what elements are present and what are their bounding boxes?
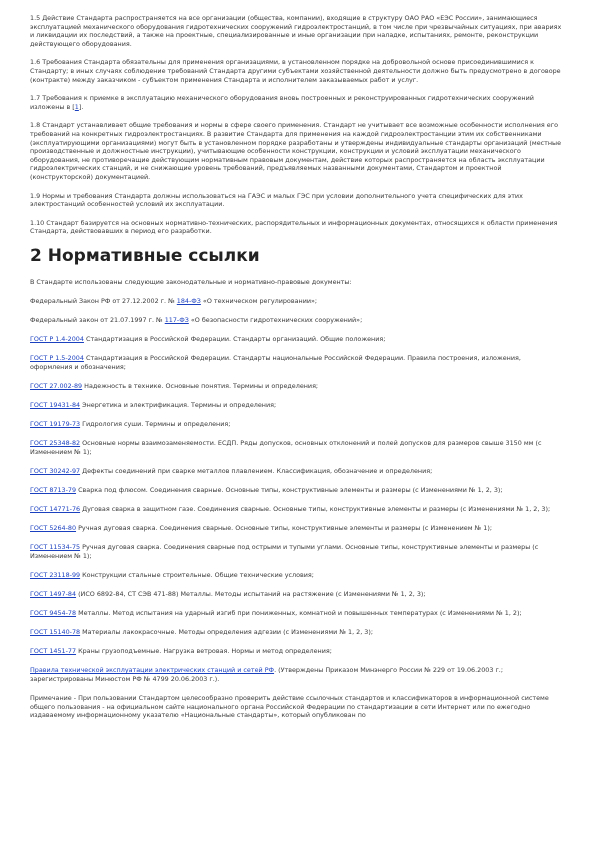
reference-link[interactable]: ГОСТ Р 1.5-2004 xyxy=(30,354,84,363)
reference-title: Надежность в технике. Основные понятия. Термины и определения; xyxy=(82,381,319,390)
reference-title: Металлы. Метод испытания на ударный изгиб при пониженных, комнатной и повышенных температурах (с Изменениями № 1, 2); xyxy=(76,609,522,618)
reference-title: «О техническом регулировании»; xyxy=(200,296,318,305)
reference-link[interactable]: ГОСТ 9454-78 xyxy=(30,609,77,618)
reference-item xyxy=(30,439,565,456)
reference-link[interactable]: ГОСТ 11534-75 xyxy=(30,543,81,552)
reference-link[interactable]: 184-ФЗ xyxy=(176,296,201,305)
reference-item xyxy=(30,571,565,580)
document-page xyxy=(30,14,565,730)
reference-item xyxy=(30,666,565,683)
paragraph-1-8: 1.8 Стандарт устанавливает общие требования и нормы в сфере своего применения. Стандарт не учитывает все возможные особенности исполнения его требований на конкретных гидроэлектростанциях. В развитие Стандарта для применения на каждой гидроэлектростанции этим их собственниками (эксплуатирующими организациями) могут быть в установленном порядке разработаны и утверждены индивидуальные стандарты организаций (местные производственные и должностные инструкции), учитывающие особенности конструкции, конструкции и условий эксплуатации механического оборудования, не противоречащие действующим нормативным правовым документам, действие которых распространяется на область эксплуатации гидроэлектрических станций, и не снижающие уровень требований, предъявляемых названными документами, Стандартом и проектной (конструкторской) документацией. xyxy=(30,121,562,181)
reference-title: Конструкции стальные строительные. Общие технические условия; xyxy=(80,570,314,579)
reference-item xyxy=(30,420,565,429)
reference-link[interactable]: ГОСТ 23118-99 xyxy=(30,570,81,579)
reference-title: Дуговая сварка в защитном газе. Соединения сварные. Основные типы, конструктивные элементы и размеры (с Изменениями № 1, 2, 3); xyxy=(80,505,551,514)
bibliography-ref-link[interactable]: 1 xyxy=(74,102,79,111)
reference-item xyxy=(30,401,565,410)
reference-link[interactable]: ГОСТ 1451-77 xyxy=(30,647,77,656)
reference-link[interactable]: Правила технической эксплуатации электрических станций и сетей РФ xyxy=(30,666,275,675)
reference-link[interactable]: ГОСТ 19179-73 xyxy=(30,420,81,429)
reference-prefix: Федеральный закон от 21.07.1997 г. № xyxy=(30,316,165,325)
reference-link[interactable]: ГОСТ 19431-84 xyxy=(30,401,81,410)
reference-link[interactable]: ГОСТ 1497-84 xyxy=(30,590,77,599)
reference-title: Дефекты соединений при сварке металлов плавлением. Классификация, обозначение и определения; xyxy=(80,466,433,475)
reference-item xyxy=(30,467,565,476)
paragraph-1-9: 1.9 Нормы и требования Стандарта должны использоваться на ГАЭС и малых ГЭС при условии дополнительного учета специфических для этих электростанций особенностей условий их эксплуатации. xyxy=(30,191,523,209)
reference-title: Энергетика и электрификация. Термины и определения; xyxy=(80,401,277,410)
reference-link[interactable]: ГОСТ Р 1.4-2004 xyxy=(30,335,84,344)
reference-title: (ИСО 6892-84, СТ СЭВ 471-88) Металлы. Методы испытаний на растяжение (с Изменениями № 1, 2, 3); xyxy=(76,590,426,599)
reference-title: Краны грузоподъемные. Нагрузка ветровая. Нормы и метод определения; xyxy=(76,647,332,656)
reference-item xyxy=(30,609,565,618)
reference-title: Основные нормы взаимозаменяемости. ЕСДП. Ряды допусков, основных отклонений и полей допусков для размеров свыше 3150 мм (с Изменением № 1); xyxy=(30,439,542,456)
reference-title: Стандартизация в Российской Федерации. Стандарты национальные Российской Федерации. Правила построения, изложения, оформления и обозначения; xyxy=(30,354,521,371)
reference-item xyxy=(30,647,565,656)
reference-item xyxy=(30,297,565,306)
reference-link[interactable]: ГОСТ 14771-76 xyxy=(30,505,81,514)
reference-item xyxy=(30,335,565,344)
reference-link[interactable]: ГОСТ 30242-97 xyxy=(30,466,81,475)
section-2-intro: В Стандарте использованы следующие законодательные и нормативно-правовые документы: xyxy=(30,277,352,286)
reference-link[interactable]: ГОСТ 27.002-89 xyxy=(30,381,83,390)
reference-link[interactable]: ГОСТ 8713-79 xyxy=(30,486,77,494)
reference-item xyxy=(30,524,565,533)
section-1-paragraphs xyxy=(30,14,565,236)
paragraph-1-6: 1.6 Требования Стандарта обязательны для применения организациями, в установленном порядке на добровольной основе присоединившимися к Стандарту; в иных случаях соблюдение требований Стандарта другими субъектами хозяйственной деятельности должно быть предусмотрено в договоре (контракте) между заказчиком - субъектом применения Стандарта и исполнителем заказываемых работ и услуг. xyxy=(30,58,561,84)
reference-item xyxy=(30,382,565,391)
reference-title: Ручная дуговая сварка. Соединения сварные под острыми и тупыми углами. Основные типы, конструктивные элементы и размеры (с Изменением № 1); xyxy=(30,543,539,560)
reference-title: Материалы лакокрасочные. Методы определения адгезии (с Изменениями № 1, 2, 3); xyxy=(80,628,374,637)
reference-item xyxy=(30,316,565,325)
reference-link[interactable]: 117-ФЗ xyxy=(164,316,189,325)
section-2-heading: 2 Нормативные ссылки xyxy=(30,245,260,266)
reference-title: «О безопасности гидротехнических сооружений»; xyxy=(188,316,363,325)
reference-item xyxy=(30,628,565,637)
paragraph-1-10: 1.10 Стандарт базируется на основных нормативно-технических, распорядительных и информационных документах, относящихся к области применения Стандарта, действовавших в период его разработки. xyxy=(30,218,558,236)
reference-title: Стандартизация в Российской Федерации. Стандарты организаций. Общие положения; xyxy=(83,335,386,344)
paragraph-1-5: 1.5 Действие Стандарта распространяется на все организации (общества, компании), входящие в структуру ОАО РАО «ЕЭС России», занимающиеся эксплуатацией механического оборудования гидротехнических сооружений гидроэлектростанций, в том числе при чрезвычайных ситуациях, при авариях и ликвидации их последствий, а также на проектные, специализированные и иные организации при наладке, испытаниях, ремонте, реконструкции действующего оборудования. xyxy=(30,14,562,48)
reference-item xyxy=(30,505,565,514)
references-note: Примечание - При пользовании Стандартом целесообразно проверить действие ссылочных стандартов и классификаторов в информационной системе общего пользования - на официальном сайте национального органа Российской Федерации по стандартизации в сети Интернет или по ежегодно издаваемому информационному указателю «Национальные стандарты», который опубликован по xyxy=(30,694,549,720)
paragraph-1-7: 1.7 Требования к приемке в эксплуатацию механического оборудования вновь построенных и реконструированных гидротехнических сооружений изложены в [1]. xyxy=(30,94,534,111)
reference-link[interactable]: ГОСТ 15140-78 xyxy=(30,628,81,637)
reference-title: Гидрология суши. Термины и определения; xyxy=(80,420,231,429)
normative-references-list xyxy=(30,297,565,684)
reference-item xyxy=(30,354,565,371)
reference-item xyxy=(30,543,565,560)
reference-title: Сварка под флюсом. Соединения сварные. Основные типы, конструктивные элементы и размеры (с Изменениями № 1, 2, 3); xyxy=(76,486,503,494)
reference-prefix: Федеральный Закон РФ от 27.12.2002 г. № xyxy=(30,296,177,305)
reference-title: . (Утверждены Приказом Минэнерго России № 229 от 19.06.2003 г.; зарегистрированы Минюстом РФ № 4799 20.06.2003 г.). xyxy=(30,666,503,684)
reference-item xyxy=(30,486,565,495)
reference-link[interactable]: ГОСТ 25348-82 xyxy=(30,439,81,448)
reference-item xyxy=(30,590,565,599)
reference-link[interactable]: ГОСТ 5264-80 xyxy=(30,524,77,533)
reference-title: Ручная дуговая сварка. Соединения сварные. Основные типы, конструктивные элементы и размеры (с Изменением № 1); xyxy=(76,524,492,533)
